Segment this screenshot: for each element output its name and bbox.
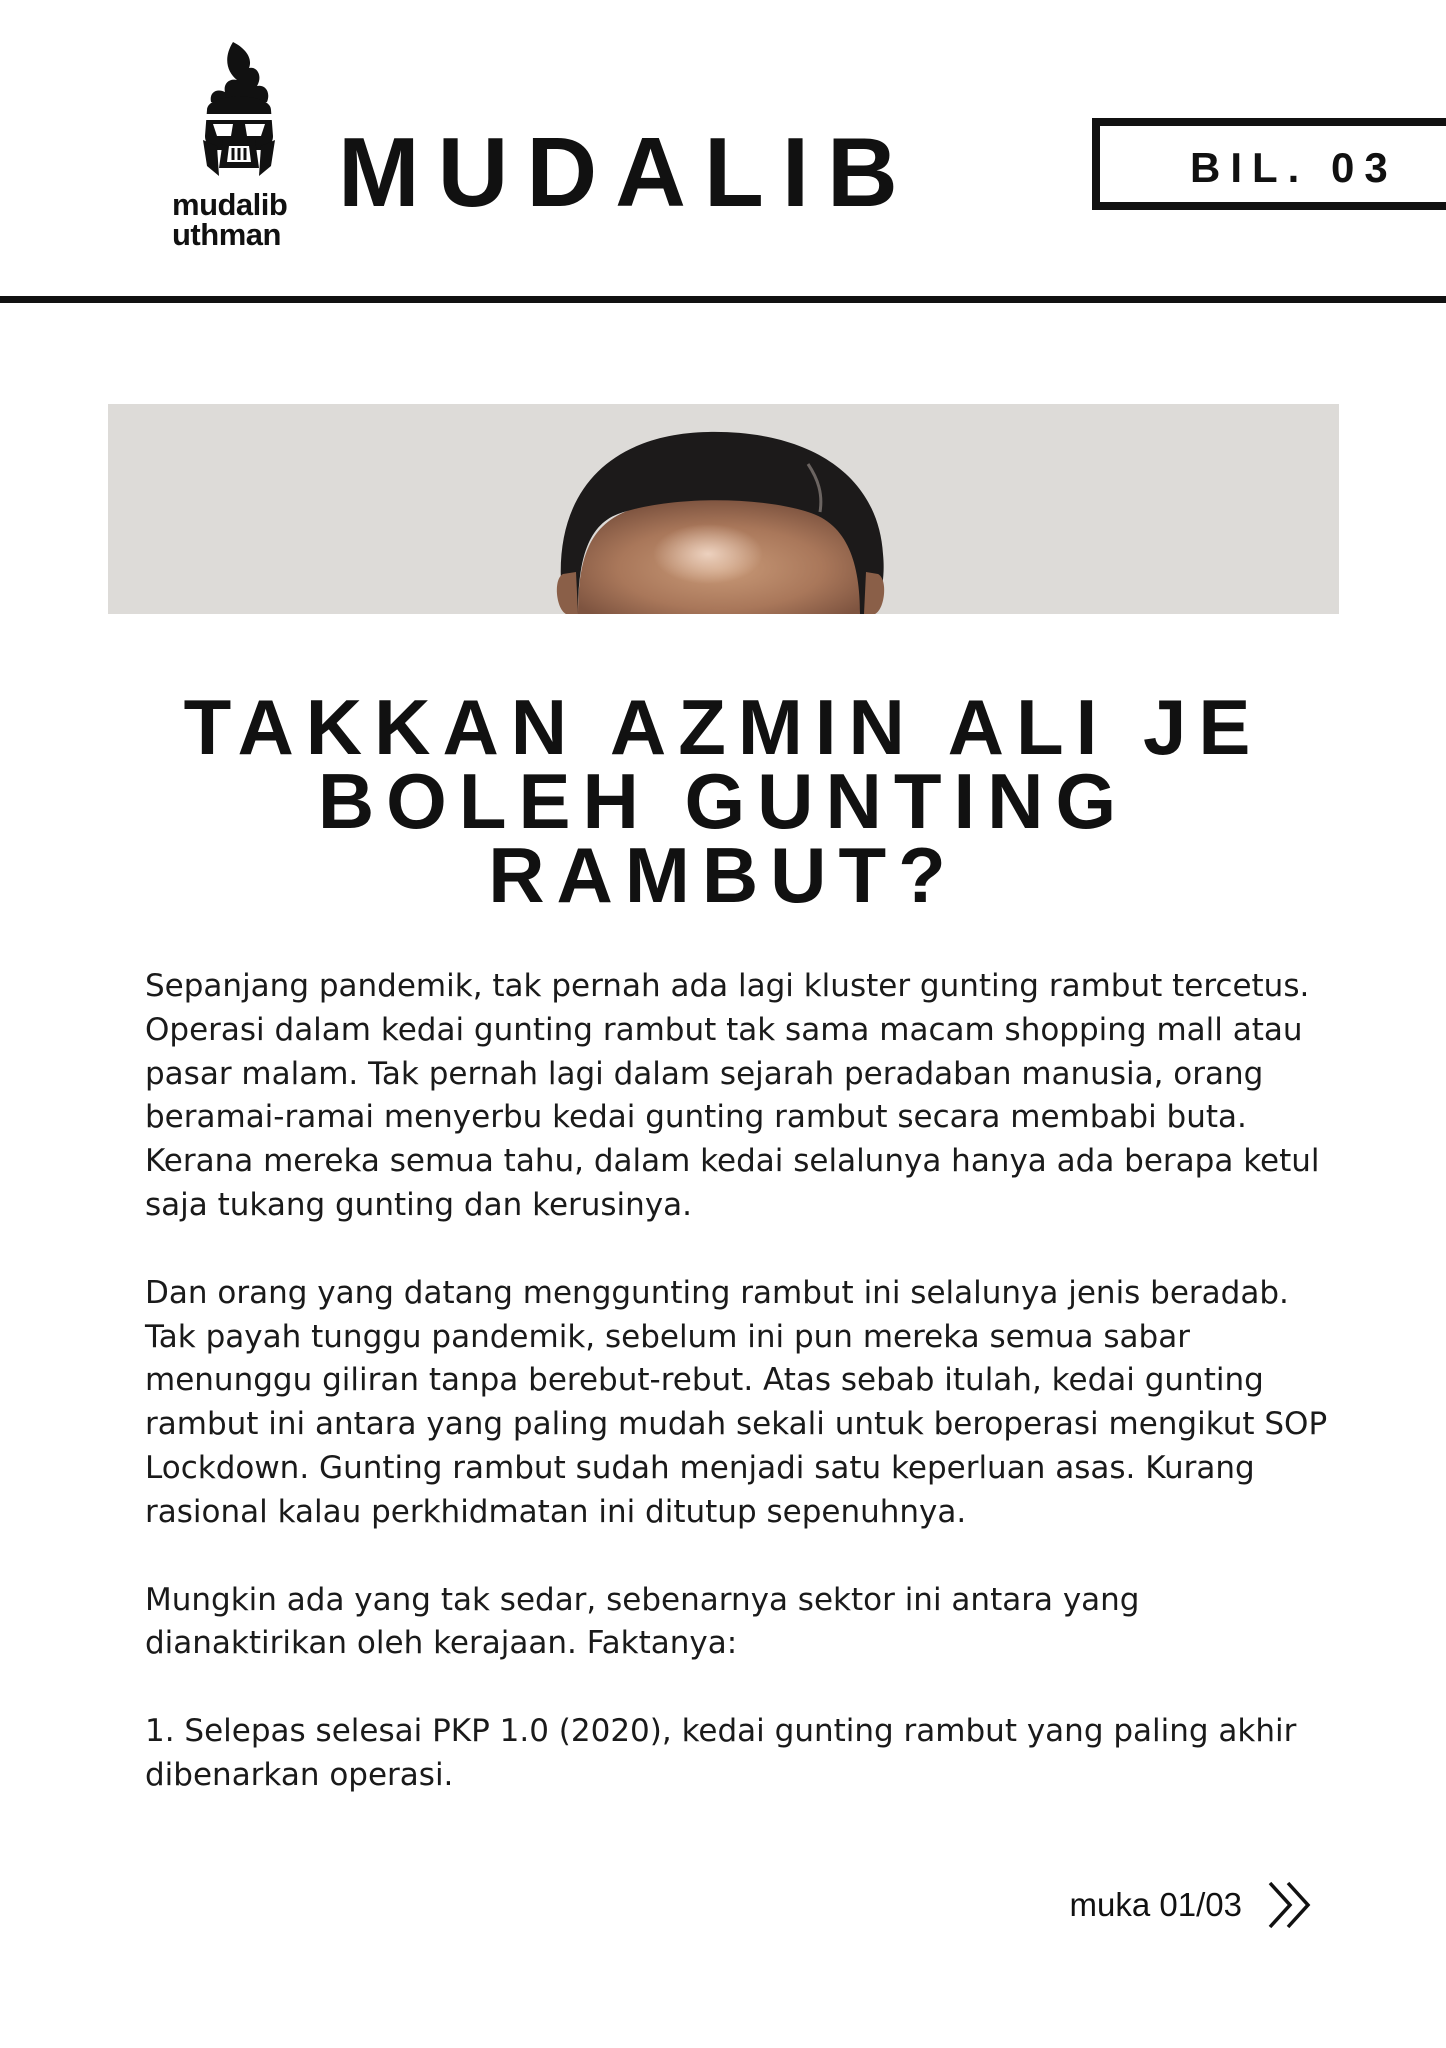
article-photo [108, 404, 1339, 614]
page-footer [1070, 1875, 1316, 1935]
article-paragraph-3: Mungkin ada yang tak sedar, sebenarnya sektor ini antara yang dianaktirikan oleh kerajaan. Faktanya: [145, 1581, 1140, 1662]
header-divider [0, 296, 1446, 303]
page-number: muka 01/03 [1069, 1886, 1242, 1923]
logo-text-line-2: uthman [172, 217, 281, 252]
stormtrooper-helmet-icon [193, 40, 285, 185]
issue-number: BIL. 03 [1190, 144, 1398, 191]
portrait-photo [108, 404, 1339, 614]
double-chevron-right-icon[interactable] [1264, 1879, 1316, 1931]
article-paragraph-2: Dan orang yang datang menggunting rambut ini selalunya jenis beradab. Tak payah tunggu pandemik, sebelum ini pun mereka semua sabar menunggu giliran tanpa berebut-rebut. Atas sebab itulah, kedai gunting rambut ini antara yang paling mudah sekali untuk beroperasi mengikut SOP Lockdown. Gunting rambut sudah menjadi satu keperluan asas. Kurang rasional kalau perkhidmatan ini ditutup sepenuhnya. [145, 1274, 1328, 1530]
article-body [145, 965, 1345, 1842]
issue-badge [1092, 118, 1446, 210]
logo-text-line-1: mudalib [172, 187, 288, 222]
article-paragraph-1: Sepanjang pandemik, tak pernah ada lagi kluster gunting rambut tercetus. Operasi dalam kedai gunting rambut tak sama macam shopping mall atau pasar malam. Tak pernah lagi dalam sejarah peradaban manusia, orang beramai-ramai menyerbu kedai gunting rambut secara membabi buta. Kerana mereka semua tahu, dalam kedai selalunya hanya ada berapa ketul saja tukang gunting dan kerusinya. [145, 968, 1320, 1223]
masthead-title: MUDALIB [338, 117, 916, 227]
brand-logo [168, 40, 308, 250]
article-headline: TAKKAN AZMIN ALI JE BOLEH GUNTING RAMBUT? [183, 683, 1263, 919]
article-paragraph-4: 1. Selepas selesai PKP 1.0 (2020), kedai gunting rambut yang paling akhir dibenarkan operasi. [145, 1713, 1297, 1793]
